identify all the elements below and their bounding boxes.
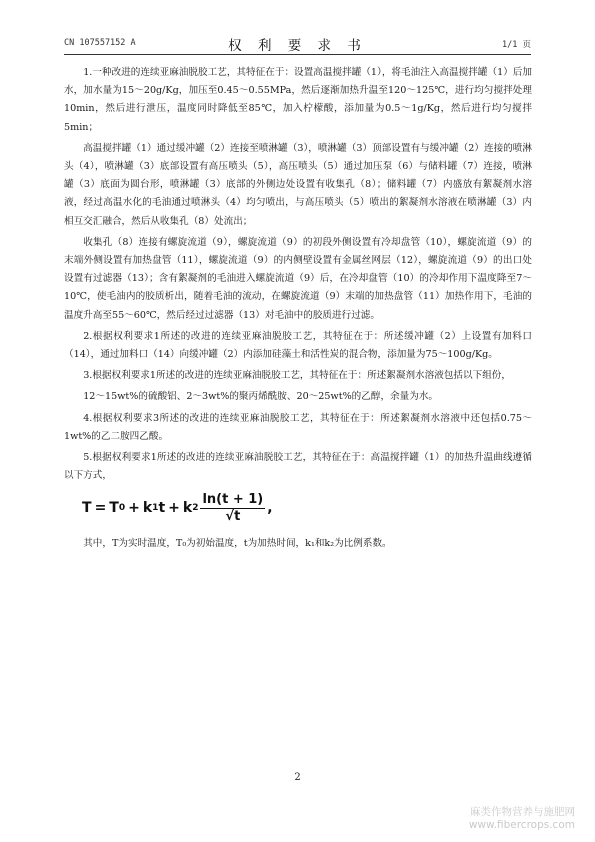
page-header [64, 34, 531, 55]
claim-3-paragraph: 12～15wt%的硫酸铝、2～3wt%的聚丙烯酰胺、20～25wt%的乙醇，余量为水。 [83, 391, 439, 403]
document-number: CN 107557152 A [64, 38, 136, 48]
formula-t0: T [109, 500, 119, 517]
page-number: 2 [294, 772, 301, 783]
claim-1-paragraph: 1.一种改进的连续亚麻油脱胶工艺，其特征在于：设置高温搅拌罐（1），将毛油注入高温搅拌罐（1）后加水，加水量为15～20g/Kg，加压至0.45～0.55MPa，然后逐渐加热升温至120～125℃，进行均匀搅拌处理10min，然后进行泄压，温度同时降低至85℃，加入柠檬酸，添加量为0.5～1g/Kg，然后进行均匀搅拌5min； [64, 67, 532, 133]
claim-4-paragraph: 4.根据权利要求3所述的改进的连续亚麻油脱胶工艺，其特征在于：所述絮凝剂水溶液中还包括0.75～1wt%的乙二胺四乙酸。 [64, 412, 532, 442]
formula-k1: k [142, 500, 153, 517]
formula-lhs: T [82, 500, 92, 517]
formula-numerator: ln(t + 1) [202, 491, 264, 507]
claim-1-paragraph: 高温搅拌罐（1）通过缓冲罐（2）连接至喷淋罐（3），喷淋罐（3）顶部设置有与缓冲罐（2）连接的喷淋头（4），喷淋罐（3）底部设置有高压喷头（5），高压喷头（5）通过加压泵（6）与储料罐（7）连接，喷淋罐（3）底面为圆台形，喷淋罐（3）底部的外侧边处设置有收集孔（8）；储料罐（7）内盛放有絮凝剂水溶液，经过高温水化的毛油通过喷淋头（4）均匀喷出，与高压喷头（5）喷出的絮凝剂水溶液在喷淋罐（3）内相互交汇融合，然后从收集孔（8）处流出； [64, 142, 532, 227]
heating-curve-formula [82, 491, 532, 525]
formula-note: 其中，T为实时温度，T₀为初始温度，t为加热时间，k₁和k₂为比例系数。 [83, 538, 392, 550]
claim-2-paragraph: 2.根据权利要求1所述的改进的连续亚麻油脱胶工艺，其特征在于：所述缓冲罐（2）上设置有加料口（14），通过加料口（14）向缓冲罐（2）内添加硅藻土和活性炭的混合物，添加量为75～100g/Kg。 [64, 330, 532, 361]
claim-5-paragraph: 5.根据权利要求1所述的改进的连续亚麻油脱胶工艺，其特征在于：高温搅拌罐（1）的加热升温曲线遵循以下方式， [64, 452, 532, 482]
claims-body [64, 64, 532, 557]
formula-plus: + [128, 500, 140, 517]
watermark-url: www.fibercrops.com [468, 819, 575, 831]
formula-k2-subscript: 2 [192, 503, 199, 514]
formula-denominator: √t [225, 508, 241, 524]
page-counter: 1/1 页 [502, 40, 531, 50]
formula-t0-subscript: 0 [118, 503, 126, 514]
watermark [405, 806, 575, 832]
claim-3-paragraph: 3.根据权利要求1所述的改进的连续亚麻油脱胶工艺，其特征在于：所述絮凝剂水溶液包括以下组份， [83, 370, 511, 382]
formula-k1-subscript: 1 [152, 503, 159, 514]
formula-equals: = [94, 500, 107, 517]
formula-t-variable: t [158, 500, 166, 517]
document-title: 权 利 要 求 书 [228, 38, 367, 54]
claim-1-paragraph: 收集孔（8）连接有螺旋流道（9），螺旋流道（9）的初段外侧设置有冷却盘管（10），螺旋流道（9）的末端外侧设置有加热盘管（11），螺旋流道（9）的内侧壁设置有金属丝网层（12），螺旋流道（9）的出口处设置有过滤器（13）；含有絮凝剂的毛油进入螺旋流道（9）后，在冷却盘管（10）的冷却作用下温度降至7～10℃，使毛油内的胶质析出，随着毛油的流动，在螺旋流道（9）末端的加热盘管（11）加热作用下，毛油的温度升高至55～60℃，然后经过过滤器（13）对毛油中的胶质进行过滤。 [64, 236, 532, 321]
formula-trailing-comma: , [267, 500, 273, 517]
formula-fraction [200, 492, 265, 525]
watermark-site-name: 麻类作物营养与施肥网 [470, 806, 575, 818]
formula-k2: k [182, 500, 193, 517]
formula-plus: + [168, 500, 180, 517]
